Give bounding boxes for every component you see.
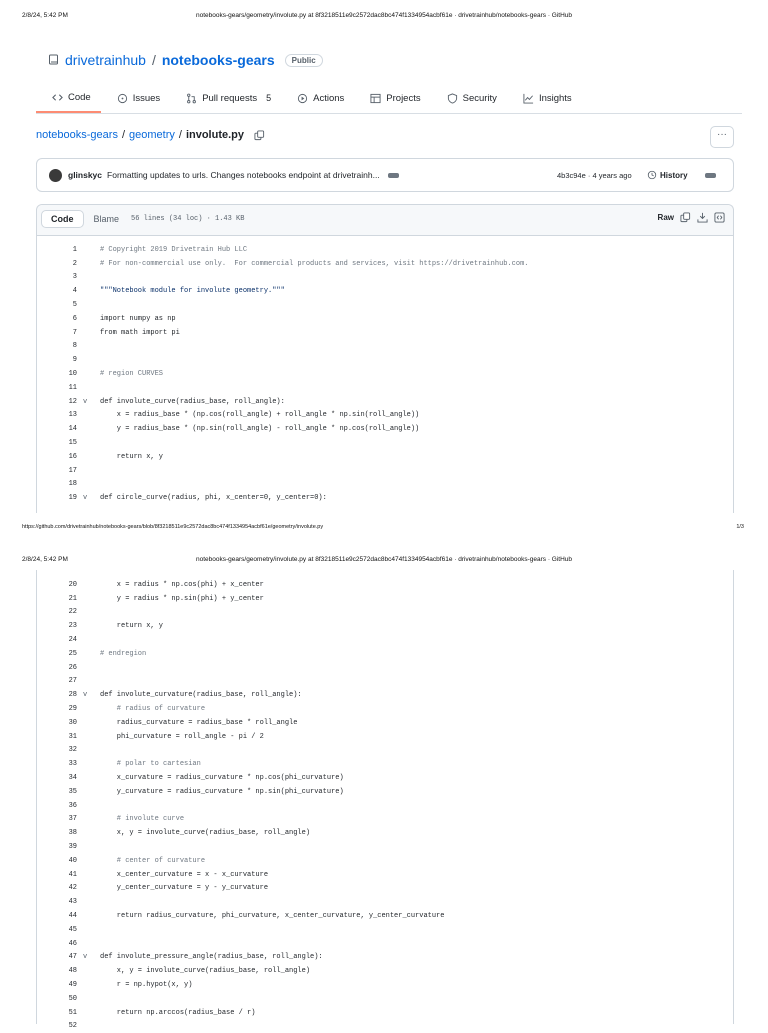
fold-chevron-icon[interactable]: v	[83, 397, 88, 406]
code-viewer-continued	[36, 570, 734, 1031]
code-view-tab[interactable]: Code	[41, 210, 84, 228]
shield-icon	[447, 93, 458, 104]
commit-author[interactable]: glinskyc	[68, 170, 103, 180]
line-text: def involute_curve(radius_base, roll_angle):	[100, 397, 285, 406]
file-meta: 56 lines (34 loc) · 1.43 KB	[131, 215, 245, 223]
copy-path-icon[interactable]	[254, 130, 265, 141]
line-number[interactable]: 47	[68, 953, 77, 962]
issue-icon	[117, 93, 128, 104]
line-number[interactable]: 25	[68, 649, 77, 658]
line-number[interactable]: 31	[68, 732, 77, 741]
line-text: # region CURVES	[100, 370, 164, 379]
line-number[interactable]: 51	[68, 1008, 77, 1017]
visibility-badge: Public	[285, 54, 323, 67]
download-icon[interactable]	[697, 212, 708, 223]
fold-chevron-icon[interactable]: v	[83, 953, 88, 962]
line-number[interactable]: 29	[68, 705, 77, 714]
fold-chevron-icon[interactable]: v	[83, 691, 88, 700]
line-number[interactable]: 24	[68, 636, 77, 645]
line-number[interactable]: 39	[68, 843, 77, 852]
line-number[interactable]: 20	[68, 580, 77, 589]
tab-projects-label: Projects	[386, 92, 421, 104]
line-number[interactable]: 52	[68, 1022, 77, 1031]
print-title: notebooks-gears/geometry/involute.py at 8f3218511e9c2572dac8bc474f1334954acbf61e · drivetrainhub/notebooks-gears · GitHub	[195, 12, 573, 19]
symbols-icon[interactable]	[714, 212, 725, 223]
code-viewer	[36, 204, 734, 513]
commit-options-icon[interactable]	[705, 173, 716, 178]
print-date: 2/8/24, 5:42 PM	[22, 12, 68, 19]
line-number[interactable]: 5	[72, 301, 77, 310]
line-number[interactable]: 18	[68, 480, 77, 489]
line-number[interactable]: 30	[68, 718, 77, 727]
line-text: # For non-commercial use only. For commercial products and services, visit https://drivetrainhub.com.	[100, 259, 529, 268]
line-text: y_curvature = radius_curvature * np.sin(phi_curvature)	[100, 787, 344, 796]
line-number[interactable]: 32	[68, 746, 77, 755]
line-text: x_curvature = radius_curvature * np.cos(phi_curvature)	[100, 774, 344, 783]
commit-sha-age[interactable]: 4b3c94e · 4 years ago	[557, 170, 632, 180]
commit-message[interactable]: Formatting updates to urls. Changes notebooks endpoint at drivetrainh...	[107, 170, 380, 180]
line-text: import numpy as np	[100, 314, 176, 323]
line-text: x, y = involute_curve(radius_base, roll_angle)	[100, 967, 311, 976]
line-text: # Copyright 2019 Drivetrain Hub LLC	[100, 245, 248, 254]
line-text: r = np.hypot(x, y)	[100, 981, 193, 989]
line-number[interactable]: 35	[68, 787, 77, 796]
history-label: History	[660, 170, 688, 180]
line-number[interactable]: 14	[68, 425, 77, 434]
line-text: y = radius * np.sin(phi) + y_center	[100, 594, 264, 603]
line-number[interactable]: 16	[68, 452, 77, 461]
breadcrumb	[36, 129, 265, 141]
line-text: # endregion	[100, 649, 147, 658]
line-text: # radius of curvature	[100, 705, 206, 714]
tab-pull-requests-label: Pull requests	[202, 92, 258, 104]
print-header-page2	[0, 556, 768, 570]
repo-nav	[36, 83, 742, 114]
print-date: 2/8/24, 5:42 PM	[22, 556, 68, 563]
print-page-number: 1/3	[736, 524, 744, 530]
print-header	[0, 12, 768, 26]
print-title: notebooks-gears/geometry/involute.py at 8f3218511e9c2572dac8bc474f1334954acbf61e · drivetrainhub/notebooks-gears · GitHub	[195, 556, 573, 563]
line-text: return radius_curvature, phi_curvature, x_center_curvature, y_center_curvature	[100, 912, 445, 921]
line-number[interactable]: 42	[68, 884, 77, 893]
line-text: phi_curvature = roll_angle - pi / 2	[100, 732, 264, 741]
line-number[interactable]: 11	[68, 383, 77, 392]
line-number[interactable]: 21	[68, 594, 77, 603]
repo-separator: /	[151, 52, 156, 68]
line-text: def involute_pressure_angle(radius_base, roll_angle):	[100, 953, 323, 962]
line-text: return x, y	[100, 452, 164, 461]
table-icon	[370, 93, 381, 104]
repo-owner-link[interactable]: drivetrainhub	[65, 52, 146, 68]
avatar[interactable]	[49, 169, 62, 182]
print-url: https://github.com/drivetrainhub/notebooks-gears/blob/8f3218511e9c2572dac8bc474f1334954acbf61e/geometry/involute.py	[22, 524, 324, 530]
line-number[interactable]: 34	[68, 774, 77, 783]
line-number[interactable]: 49	[68, 981, 77, 989]
line-text: return np.arccos(radius_base / r)	[100, 1008, 256, 1017]
line-text: # involute curve	[100, 815, 185, 824]
line-text: from math import pi	[100, 328, 180, 337]
line-number[interactable]: 10	[68, 370, 77, 379]
pull-requests-count: 5	[266, 93, 272, 103]
code-toolbar	[37, 205, 733, 236]
repo-header	[48, 52, 323, 68]
tab-insights[interactable]	[507, 83, 582, 113]
tab-pull-requests[interactable]	[170, 83, 281, 113]
line-number[interactable]: 37	[68, 815, 77, 824]
line-number[interactable]: 19	[68, 494, 77, 503]
tab-actions-label: Actions	[313, 92, 345, 104]
line-text: x = radius * np.cos(phi) + x_center	[100, 580, 264, 589]
raw-button[interactable]: Raw	[657, 213, 674, 222]
line-text: y = radius_base * (np.sin(roll_angle) - roll_angle * np.cos(roll_angle))	[100, 425, 420, 434]
line-text: x_center_curvature = x - x_curvature	[100, 870, 269, 879]
line-number[interactable]: 45	[68, 925, 77, 934]
line-number[interactable]: 17	[68, 466, 77, 475]
tab-security-label: Security	[462, 92, 497, 104]
tab-issues-label: Issues	[132, 92, 161, 104]
tab-code[interactable]	[36, 83, 101, 113]
repo-icon	[48, 54, 59, 66]
line-text: def involute_curvature(radius_base, roll_angle):	[100, 691, 302, 700]
tab-security[interactable]	[431, 83, 507, 113]
line-number[interactable]: 28	[68, 691, 77, 700]
tab-actions[interactable]	[281, 83, 354, 113]
tab-code-label: Code	[68, 91, 91, 103]
line-number[interactable]: 8	[72, 342, 77, 351]
tab-issues[interactable]	[101, 83, 170, 113]
line-number[interactable]: 43	[68, 898, 77, 907]
line-number[interactable]: 48	[68, 967, 77, 976]
history-icon	[647, 170, 657, 180]
line-number[interactable]: 33	[68, 760, 77, 769]
line-text: def circle_curve(radius, phi, x_center=0, y_center=0):	[100, 494, 327, 503]
line-number[interactable]: 40	[68, 856, 77, 865]
history-button[interactable]	[647, 170, 688, 180]
line-number[interactable]: 6	[72, 314, 77, 323]
line-number[interactable]: 4	[72, 287, 77, 296]
line-text: x = radius_base * (np.cos(roll_angle) + roll_angle * np.sin(roll_angle))	[100, 411, 420, 420]
line-number[interactable]: 26	[68, 663, 77, 672]
expand-message-icon[interactable]	[388, 173, 399, 178]
line-text: # polar to cartesian	[100, 760, 201, 769]
repo-name-link[interactable]: notebooks-gears	[161, 52, 275, 68]
tab-projects[interactable]	[354, 83, 430, 113]
kebab-icon: ···	[717, 129, 727, 140]
line-number[interactable]: 46	[68, 939, 77, 948]
line-number[interactable]: 50	[68, 994, 77, 1003]
breadcrumb-file: involute.py	[185, 129, 244, 141]
line-number[interactable]: 44	[68, 912, 77, 921]
code-icon	[52, 92, 63, 103]
copy-icon[interactable]	[680, 212, 691, 223]
line-number[interactable]: 27	[68, 677, 77, 686]
line-number[interactable]: 12	[68, 397, 77, 406]
fold-chevron-icon[interactable]: v	[83, 494, 88, 503]
line-number[interactable]: 38	[68, 829, 77, 838]
line-number[interactable]: 9	[72, 356, 77, 365]
line-text: y_center_curvature = y - y_curvature	[100, 884, 269, 893]
line-text: radius_curvature = radius_base * roll_angle	[100, 718, 298, 727]
line-text: return x, y	[100, 622, 164, 631]
line-number[interactable]: 7	[72, 328, 77, 337]
line-number[interactable]: 1	[72, 245, 77, 254]
line-number[interactable]: 23	[68, 622, 77, 631]
blame-view-tab[interactable]: Blame	[93, 214, 120, 224]
line-number[interactable]: 41	[68, 870, 77, 879]
breadcrumb-sep: /	[121, 129, 126, 141]
line-number[interactable]: 3	[72, 273, 77, 282]
latest-commit-bar	[36, 158, 734, 192]
breadcrumb-sep: /	[178, 129, 182, 141]
line-number[interactable]: 15	[68, 439, 77, 448]
line-number[interactable]: 2	[72, 259, 77, 268]
line-text: # center of curvature	[100, 856, 206, 865]
line-text: x, y = involute_curve(radius_base, roll_angle)	[100, 829, 311, 838]
line-text: """Notebook module for involute geometry."""	[100, 287, 285, 296]
play-icon	[297, 93, 308, 104]
line-number[interactable]: 13	[68, 411, 77, 420]
line-number[interactable]: 36	[68, 801, 77, 810]
breadcrumb-folder-link[interactable]: geometry	[129, 129, 175, 141]
line-number[interactable]: 22	[68, 608, 77, 617]
graph-icon	[523, 93, 534, 104]
more-options-button[interactable]	[710, 126, 734, 148]
tab-insights-label: Insights	[538, 92, 572, 104]
pull-request-icon	[186, 93, 197, 104]
breadcrumb-repo-link[interactable]: notebooks-gears	[36, 129, 118, 141]
